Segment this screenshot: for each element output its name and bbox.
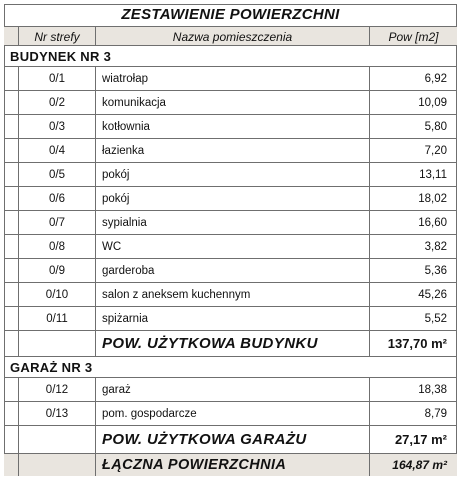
area-cell: 13,11 [419, 169, 447, 181]
area-cell: 10,09 [418, 97, 447, 109]
total-row [4, 454, 457, 476]
area-cell: 18,38 [418, 384, 447, 396]
header-zone: Nr strefy [19, 26, 96, 46]
table-row [4, 187, 457, 211]
table-row [4, 67, 457, 91]
zone-cell: 0/9 [19, 259, 96, 282]
garage-summary-label: POW. UŻYTKOWA GARAŻU [96, 426, 370, 453]
area-cell: 7,20 [424, 145, 447, 157]
zone-cell: 0/4 [19, 139, 96, 162]
total-value: 164,87 m² [392, 458, 447, 472]
building-summary-label: POW. UŻYTKOWA BUDYNKU [96, 331, 370, 356]
table-row [4, 402, 457, 426]
table-row [4, 259, 457, 283]
table-row [4, 378, 457, 402]
zone-cell: 0/1 [19, 67, 96, 90]
area-cell: 3,82 [424, 241, 447, 253]
section-building: BUDYNEK NR 3 [4, 46, 457, 67]
area-cell: 16,60 [418, 217, 447, 229]
table-row [4, 307, 457, 331]
zone-cell: 0/3 [19, 115, 96, 138]
table-row [4, 91, 457, 115]
area-cell: 6,92 [424, 73, 447, 85]
zone-cell: 0/12 [19, 378, 96, 401]
room-cell: sypialnia [96, 211, 370, 234]
room-cell: pokój [96, 163, 370, 186]
table-row [4, 283, 457, 307]
area-cell: 5,80 [424, 121, 447, 133]
section-garage: GARAŻ NR 3 [4, 357, 457, 378]
garage-summary-row [4, 426, 457, 454]
header-area: Pow [m2] [370, 26, 457, 46]
header-room: Nazwa pomieszczenia [96, 26, 370, 46]
table-row [4, 163, 457, 187]
room-cell: kotłownia [96, 115, 370, 138]
zone-cell: 0/2 [19, 91, 96, 114]
room-cell: łazienka [96, 139, 370, 162]
garage-summary-value: 27,17 m² [394, 432, 447, 447]
room-cell: garderoba [96, 259, 370, 282]
zone-cell: 0/7 [19, 211, 96, 234]
room-cell: pokój [96, 187, 370, 210]
total-label: ŁĄCZNA POWIERZCHNIA [96, 454, 370, 476]
area-cell: 5,52 [424, 313, 447, 325]
zone-cell: 0/10 [19, 283, 96, 306]
area-cell: 45,26 [418, 289, 447, 301]
table-row [4, 211, 457, 235]
table-title: ZESTAWIENIE POWIERZCHNI [121, 6, 340, 23]
area-cell: 18,02 [418, 193, 447, 205]
zone-cell: 0/8 [19, 235, 96, 258]
zone-cell: 0/13 [19, 402, 96, 425]
room-cell: spiżarnia [96, 307, 370, 330]
room-cell: wiatrołap [96, 67, 370, 90]
table-row [4, 235, 457, 259]
room-cell: garaż [96, 378, 370, 401]
room-cell: salon z aneksem kuchennym [96, 283, 370, 306]
zone-cell: 0/11 [19, 307, 96, 330]
table-row [4, 139, 457, 163]
room-cell: pom. gospodarcze [96, 402, 370, 425]
zone-cell: 0/6 [19, 187, 96, 210]
building-summary-row [4, 331, 457, 357]
zone-cell: 0/5 [19, 163, 96, 186]
area-cell: 8,79 [424, 408, 447, 420]
building-summary-value: 137,70 m² [387, 336, 447, 351]
room-cell: komunikacja [96, 91, 370, 114]
table-row [4, 115, 457, 139]
room-cell: WC [96, 235, 370, 258]
area-cell: 5,36 [424, 265, 447, 277]
header-spacer [4, 26, 19, 46]
